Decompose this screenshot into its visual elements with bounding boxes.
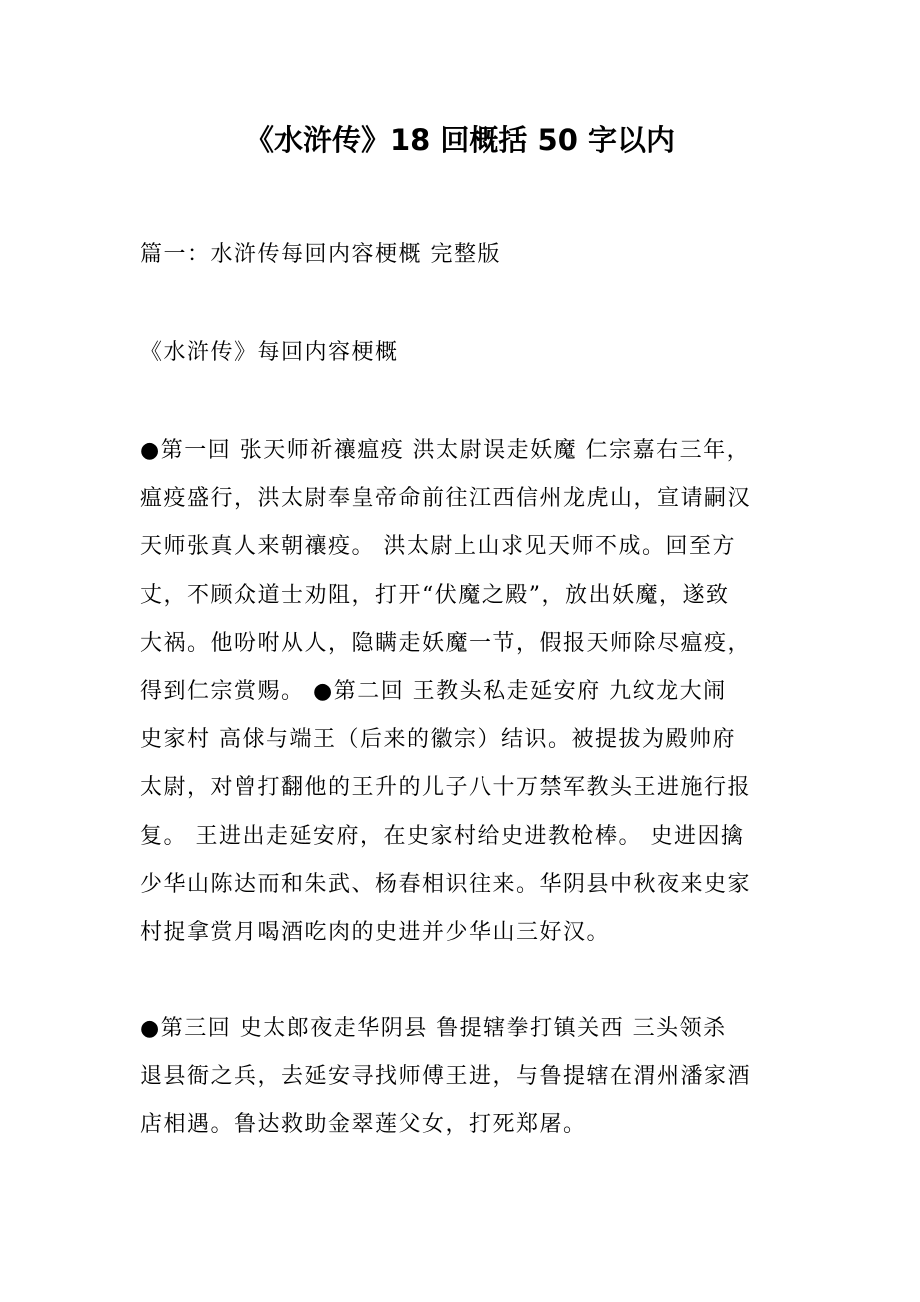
paragraph-line: 瘟疫盛行，洪太尉奉皇帝命前往江西信州龙虎山，宣请嗣汉 <box>140 486 752 512</box>
subheading: 篇一：水浒传每回内容梗概 完整版 <box>140 242 501 267</box>
paragraph-line: 大祸。他吩咐从人，隐瞒走妖魔一节，假报天师除尽瘟疫， <box>140 630 752 656</box>
section-title: 《水浒传》每回内容梗概 <box>140 340 399 365</box>
paragraph-line: ●第三回 史太郎夜走华阴县 鲁提辖拳打镇关西 三头领杀 <box>140 1016 727 1041</box>
paragraph-line: ●第一回 张天师祈禳瘟疫 洪太尉误走妖魔 仁宗嘉右三年， <box>140 438 751 463</box>
document-title: 《水浒传》18 回概括 50 字以内 <box>244 123 675 157</box>
paragraph-line: 退县衙之兵，去延安寻找师傅王进，与鲁提辖在渭州潘家酒 <box>140 1064 752 1090</box>
paragraph-line: 史家村 高俅与端王（后来的徽宗）结识。被提拔为殿帅府 <box>140 727 736 753</box>
paragraph-2 <box>140 1014 751 1159</box>
paragraph-line: 丈，不顾众道士劝阻，打开“伏魔之殿”，放出妖魔，遂致 <box>140 582 730 608</box>
paragraph-line: 天师张真人来朝禳疫。 洪太尉上山求见天师不成。回至方 <box>140 534 736 560</box>
paragraph-line: 得到仁宗赏赐。 ●第二回 王教头私走延安府 九纹龙大闹 <box>140 678 727 704</box>
paragraph-line: 复。 王进出走延安府，在史家村给史进教枪棒。 史进因擒 <box>140 823 745 849</box>
paragraph-line: 少华山陈达而和朱武、杨春相识往来。华阴县中秋夜来史家 <box>140 871 752 897</box>
paragraph-line: 村捉拿赏月喝酒吃肉的史进并少华山三好汉。 <box>140 919 611 945</box>
paragraph-line: 店相遇。鲁达救助金翠莲父女，打死郑屠。 <box>140 1112 587 1138</box>
paragraph-line: 太尉，对曾打翻他的王升的儿子八十万禁军教头王进施行报 <box>140 775 752 801</box>
paragraph-1 <box>140 436 751 966</box>
